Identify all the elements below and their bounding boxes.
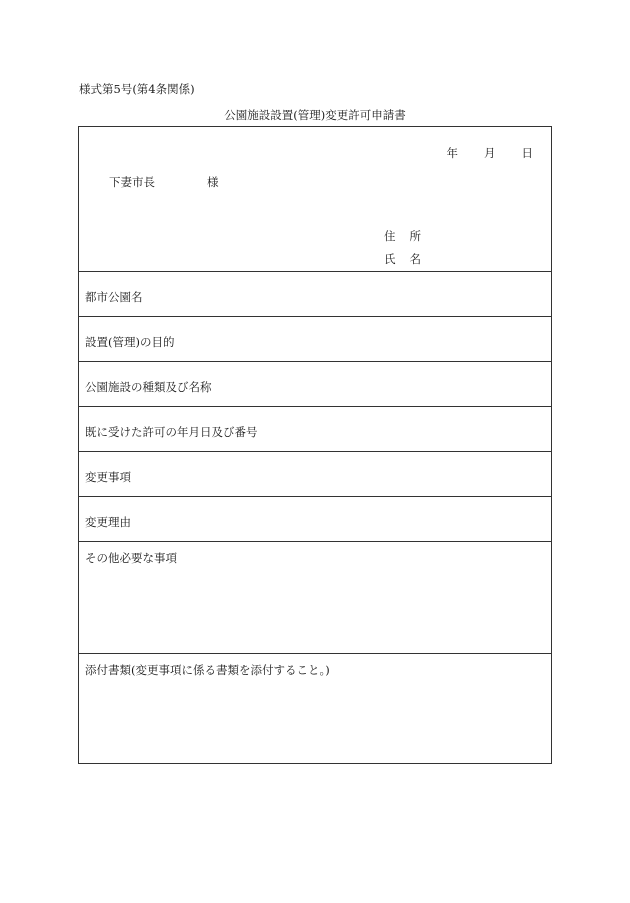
name-label: 氏 名 [384, 252, 421, 266]
row-change-reason [79, 497, 551, 542]
row-attachments [79, 654, 551, 766]
row-label: 公園施設の種類及び名称 [85, 380, 212, 394]
address-label: 住 所 [384, 229, 421, 243]
row-changes [79, 452, 551, 497]
addressee-honorific: 様 [207, 175, 219, 189]
row-purpose [79, 317, 551, 362]
row-previous-permit [79, 407, 551, 452]
form-number: 様式第5号(第4条関係) [79, 82, 195, 96]
addressee-name: 下妻市長 [109, 175, 155, 189]
row-label: その他必要な事項 [85, 551, 177, 565]
row-label: 変更事項 [85, 470, 131, 484]
row-label: 変更理由 [85, 515, 131, 529]
row-label: 設置(管理)の目的 [85, 335, 175, 349]
date-month-label: 月 [484, 146, 496, 160]
row-label: 都市公園名 [85, 290, 143, 304]
date-year-label: 年 [446, 146, 458, 160]
row-other-matters [79, 542, 551, 654]
document-title: 公園施設設置(管理)変更許可申請書 [224, 108, 406, 122]
applicant-block [384, 225, 421, 271]
row-park-name [79, 272, 551, 317]
row-facility-type [79, 362, 551, 407]
date-day-label: 日 [521, 146, 533, 160]
date-line [447, 145, 534, 161]
addressee [109, 174, 219, 190]
application-form [78, 126, 552, 764]
form-header-cell [79, 127, 551, 272]
row-label: 添付書類(変更事項に係る書類を添付すること。) [85, 663, 330, 677]
row-label: 既に受けた許可の年月日及び番号 [85, 425, 258, 439]
